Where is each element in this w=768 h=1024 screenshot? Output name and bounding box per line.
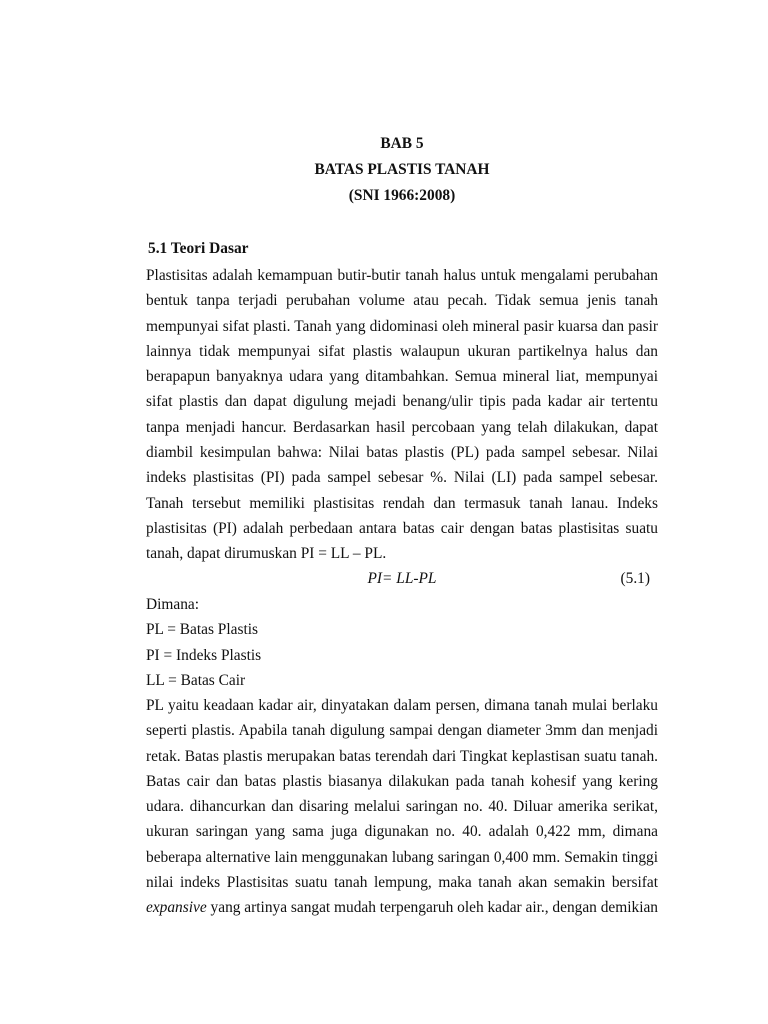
chapter-title: BATAS PLASTIS TANAH xyxy=(314,161,490,178)
paragraph-text: PL yaitu keadaan kadar air, dinyatakan dalam persen, dimana tanah mulai berlaku seperti plastis. Apabila tanah digulung sampai dengan diameter 3mm dan menjadi retak. Batas plastis merupakan batas terendah dari Tingkat keplastisan suatu tanah. Batas cair dan batas plastis biasanya dilakukan pada tanah kohesif yang kering udara. dihancurkan dan disaring melalui saringan no. 40. Diluar amerika serikat, ukuran saringan yang sama juga digunakan no. 40. adalah 0,422 mm, dimana beberapa alternative lain menggunakan lubang saringan 0,400 mm. Semakin tinggi nilai indeks Plastisitas suatu tanah lempung, maka tanah akan semakin bersifat xyxy=(146,697,658,892)
equation-number: (5.1) xyxy=(620,570,650,587)
definition-item: PL = Batas Plastis xyxy=(146,621,259,638)
section-title: 5.1 Teori Dasar xyxy=(148,240,249,257)
equation: PI= LL-PL xyxy=(367,570,437,587)
standard-reference: (SNI 1966:2008) xyxy=(348,187,456,204)
body-paragraph xyxy=(146,693,658,921)
where-label: Dimana: xyxy=(146,596,199,613)
body-paragraph: Plastisitas adalah kemampuan butir-butir tanah halus untuk mengalami perubahan bentuk tanpa terjadi perubahan volume atau pecah. Tidak semua jenis tanah mempunyai sifat plasti. Tanah yang didominasi oleh mineral pasir kuarsa dan pasir lainnya tidak mempunyai sifat plastis walaupun ukuran partikelnya halus dan berapapun banyaknya udara yang ditambahkan. Semua mineral liat, mempunyai sifat plastis dan dapat digulung mejadi benang/ulir tipis pada kadar air tertentu tanpa menjadi hancur. Berdasarkan hasil percobaan yang telah dilakukan, dapat diambil kesimpulan bahwa: Nilai batas plastis (PL) pada sampel sebesar. Nilai indeks plastisitas (PI) pada sampel sebesar %. Nilai (LI) pada sampel sebesar. Tanah tersebut memiliki plastisitas rendah dan termasuk tanah lanau. Indeks plastisitas (PI) adalah perbedaan antara batas cair dengan batas plastisitas suatu tanah, dapat dirumuskan PI = LL – PL. xyxy=(146,267,658,563)
equation-row xyxy=(146,566,658,591)
chapter-heading: BAB 5 xyxy=(380,135,424,152)
emphasized-term: expansive xyxy=(146,899,207,917)
paragraph-text: yang artinya sangat mudah terpengaruh oleh kadar air., dengan demikian xyxy=(210,899,658,917)
definition-item: LL = Batas Cair xyxy=(146,672,246,689)
definition-item: PI = Indeks Plastis xyxy=(146,647,262,664)
